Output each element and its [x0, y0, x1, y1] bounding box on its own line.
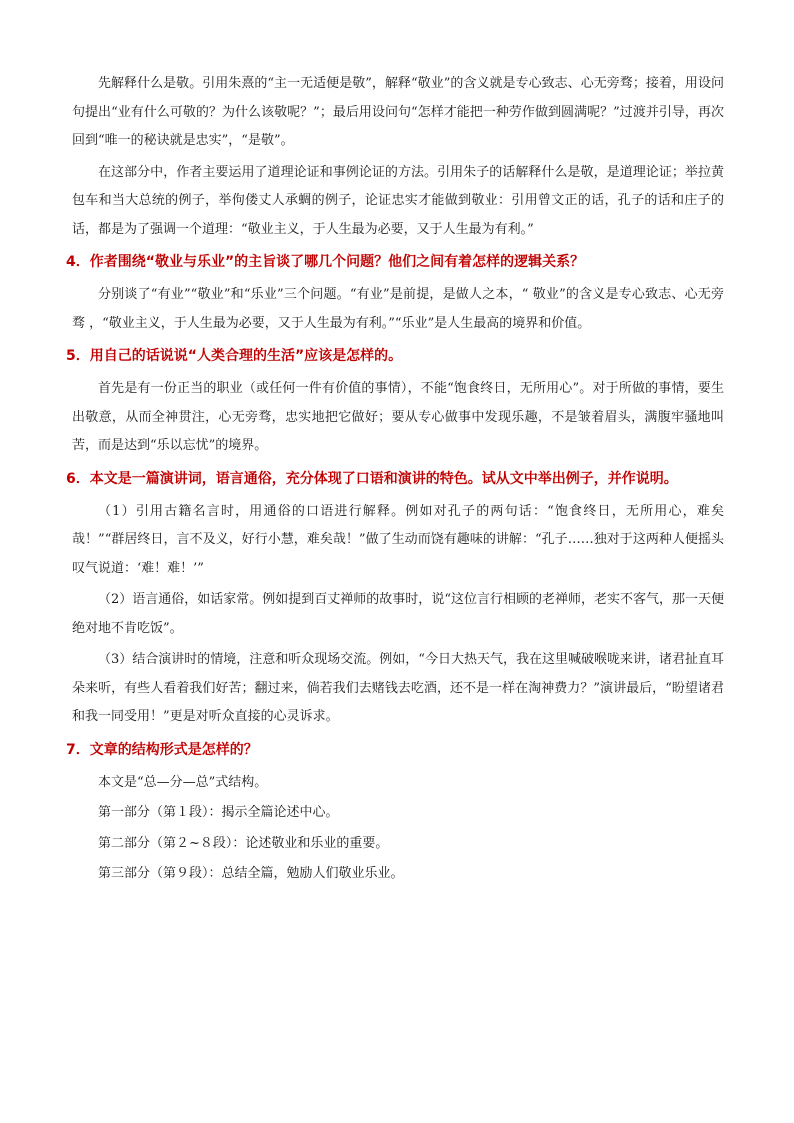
question-5-heading: 5．用自己的话说说“人类合理的生活”应该是怎样的。 — [66, 348, 403, 364]
paragraph-explain-jing: 先解释什么是敬。引用朱熹的“主一无适便是敬”，解释“敬业”的含义就是专心致志、心无旁骛；接着，用设问句提出“业有什么可敬的？为什么该敬呢？”；最后用设问句“怎样才能把一种劳作做到圆满呢？”过渡并引导，再次回到“唯一的秘诀就是忠实”，“是敬”。 — [72, 76, 724, 148]
question-7-answer-part-1: 第一部分（第１段）：揭示全篇论述中心。 — [98, 805, 339, 820]
question-6-answer-3: （3）结合演讲时的情境，注意和听众现场交流。例如，“今日大热天气，我在这里喊破喉咙来讲，诸君扯直耳朵来听，有些人看着我们好苦；翻过来，倘若我们去赌钱去吃酒，还不是一样在淘神费力？”演讲最后，“盼望诸君和我一同受用！”更是对听众直接的心灵诉求。 — [72, 652, 724, 724]
paragraph-argument-methods: 在这部分中，作者主要运用了道理论证和事例论证的方法。引用朱子的话解释什么是敬，是道理论证；举拉黄包车和当大总统的例子，举佝偻丈人承蜩的例子，论证忠实才能做到敬业：引用曾文正的话，孔子的话和庄子的话，都是为了强调一个道理：“敬业主义，于人生最为必要，又于人生最为有利。” — [72, 164, 724, 237]
question-6-answer-2: （2）语言通俗，如话家常。例如提到百丈禅师的故事时，说“这位言行相顾的老禅师，老实不客气，那一天便绝对地不肯吃饭”。 — [72, 592, 724, 636]
document-body — [66, 70, 724, 891]
question-4-heading: 4．作者围绕“敬业与乐业”的主旨谈了哪几个问题？他们之间有着怎样的逻辑关系？ — [66, 254, 585, 270]
question-7-answer-part-2: 第二部分（第２~８段）：论述敬业和乐业的重要。 — [98, 835, 389, 851]
question-7-answer-structure: 本文是“总—分—总”式结构。 — [98, 774, 268, 790]
question-7-heading: 7．文章的结构形式是怎样的？ — [66, 741, 258, 758]
question-6-heading: 6．本文是一篇演讲词，语言通俗，充分体现了口语和演讲的特色。试从文中举出例子，并作说明。 — [66, 470, 678, 487]
question-4-answer: 分别谈了“有业”“敬业”和“乐业”三个问题。“有业”是前提，是做人之本，“ 敬业”的含义是专心致志、心无旁骛 ，“敬业主义，于人生最为必要，又于人生最为有利。”“乐业”是人生最高的境界和价值。 — [72, 287, 724, 331]
question-7-answer-part-3: 第三部分（第９段）：总结全篇，勉励人们敬业乐业。 — [98, 866, 404, 881]
question-5-answer: 首先是有一份正当的职业（或任何一件有价值的事情），不能“饱食终日，无所用心”。对于所做的事情，要生出敬意，从而全神贯注，心无旁骛，忠实地把它做好；要从专心做事中发现乐趣，不是皱着眉头，满腹牢骚地叫苦，而是达到“乐以忘忧”的境界。 — [72, 381, 724, 453]
question-6-answer-1: （1）引用古籍名言时，用通俗的口语进行解释。例如对孔子的两句话：“饱食终日，无所用心，难矣哉！”“群居终日，言不及义，好行小慧，难矣哉！”做了生动而饶有趣味的讲解：“孔子……独对于这两种人便摇头叹气说道：‘难！难！’” — [72, 503, 724, 576]
